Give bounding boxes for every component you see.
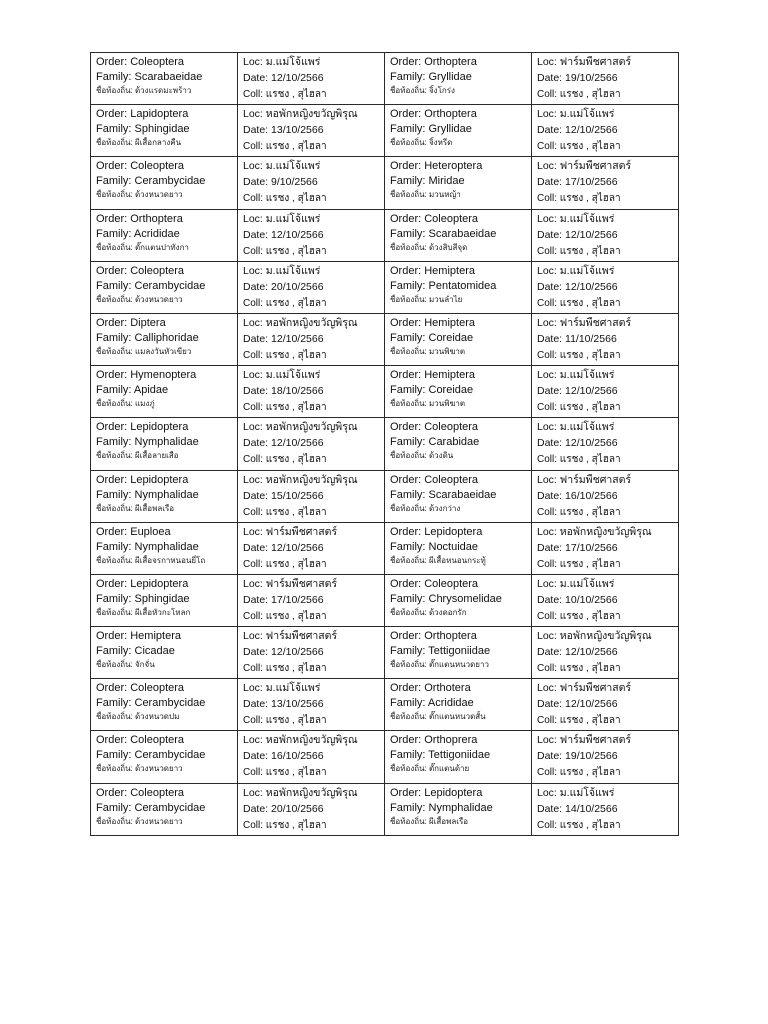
order-text: Order: Heteroptera	[390, 160, 483, 173]
location-text: Loc: หอพักหญิงขวัญพิรุณ	[243, 108, 358, 121]
local-name-text: ชื่อท้องถิ่น: แมงภู่	[96, 399, 155, 409]
taxonomy-cell	[91, 574, 238, 626]
taxonomy-cell	[385, 418, 532, 470]
local-name-text: ชื่อท้องถิ่น: จิ้งโกร่ง	[390, 86, 455, 95]
date-text: Date: 13/10/2566	[243, 698, 324, 711]
collection-cell	[532, 522, 679, 574]
family-text: Family: Sphingidae	[96, 592, 190, 605]
order-text: Order: Hemiptera	[96, 630, 181, 643]
date-text: Date: 12/10/2566	[537, 646, 618, 659]
taxonomy-cell	[385, 783, 532, 835]
local-name-text: ชื่อท้องถิ่น: ผีเสื้อหัวกะโหลก	[96, 607, 191, 617]
collector-text: Coll: แรชง , สุไฮลา	[537, 297, 621, 309]
local-name-text: ชื่อท้องถิ่น: แมลงวันหัวเขียว	[96, 346, 192, 356]
location-text: Loc: ม.แม่โจ้แพร่	[537, 369, 615, 382]
local-name-text: ชื่อท้องถิ่น: ด้วงหนวดปม	[96, 712, 180, 722]
date-text: Date: 17/10/2566	[537, 176, 618, 189]
date-text: Date: 12/10/2566	[537, 124, 618, 137]
collection-cell	[532, 366, 679, 418]
location-text: Loc: ม.แม่โจ้แพร่	[537, 577, 615, 590]
local-name-text: ชื่อท้องถิ่น: ด้วงหนวดยาว	[96, 764, 183, 774]
collector-text: Coll: แรชง , สุไฮลา	[537, 193, 621, 205]
order-text: Order: Lepidoptera	[96, 577, 189, 590]
date-text: Date: 12/10/2566	[243, 72, 324, 84]
taxonomy-cell	[385, 261, 532, 313]
date-text: Date: 12/10/2566	[243, 541, 324, 554]
local-name-text: ชื่อท้องถิ่น: จักจั่น	[96, 660, 155, 670]
collection-cell	[532, 209, 679, 261]
collection-cell	[532, 418, 679, 470]
family-text: Family: Cicadae	[96, 645, 175, 658]
collector-text: Coll: แรชง , สุไฮลา	[537, 663, 621, 675]
collector-text: Coll: แรชง , สุไฮลา	[243, 610, 327, 622]
label-rows	[91, 53, 679, 836]
collector-text: Coll: แรชง , สุไฮลา	[243, 715, 327, 727]
collector-text: Coll: แรชง , สุไฮลา	[243, 193, 327, 205]
taxonomy-cell	[385, 470, 532, 522]
collector-text: Coll: แรชง , สุไฮลา	[243, 663, 327, 675]
taxonomy-cell	[385, 53, 532, 105]
location-text: Loc: หอพักหญิงขวัญพิรุณ	[243, 421, 358, 434]
family-text: Family: Nymphalidae	[96, 436, 199, 449]
collector-text: Coll: แรชง , สุไฮลา	[537, 506, 621, 518]
order-text: Order: Coleoptera	[96, 682, 185, 695]
date-text: Date: 10/10/2566	[537, 593, 618, 606]
local-name-text: ชื่อท้องถิ่น: ตั๊กแตนด้าย	[390, 764, 470, 774]
location-text: Loc: ม.แม่โจ้แพร่	[243, 160, 321, 173]
family-text: Family: Calliphoridae	[96, 331, 199, 344]
taxonomy-cell	[385, 366, 532, 418]
order-text: Order: Hemiptera	[390, 316, 475, 329]
location-text: Loc: ม.แม่โจ้แพร่	[243, 682, 321, 695]
local-name-text: ชื่อท้องถิ่น: ตั๊กแตนหนวดสั้น	[390, 712, 486, 722]
taxonomy-cell	[91, 313, 238, 365]
label-row	[91, 105, 679, 157]
collection-cell	[238, 209, 385, 261]
location-text: Loc: ม.แม่โจ้แพร่	[537, 421, 615, 434]
order-text: Order: Coleoptera	[390, 212, 479, 225]
collection-cell	[532, 261, 679, 313]
location-text: Loc: ม.แม่โจ้แพร่	[537, 212, 615, 225]
order-text: Order: Coleoptera	[390, 473, 479, 486]
location-text: Loc: หอพักหญิงขวัญพิรุณ	[537, 630, 652, 643]
local-name-text: ชื่อท้องถิ่น: ด้วงดิน	[390, 451, 454, 461]
order-text: Order: Coleoptera	[96, 264, 185, 277]
order-text: Order: Orthoptera	[390, 630, 477, 643]
local-name-text: ชื่อท้องถิ่น: ผีเสื้อพลเรือ	[390, 816, 469, 826]
collection-cell	[532, 470, 679, 522]
collection-cell	[238, 157, 385, 209]
date-text: Date: 13/10/2566	[243, 124, 324, 137]
family-text: Family: Tettigoniidae	[390, 749, 491, 762]
location-text: Loc: ฟาร์มพืชศาสตร์	[537, 56, 632, 68]
date-text: Date: 14/10/2566	[537, 802, 618, 815]
location-text: Loc: ม.แม่โจ้แพร่	[243, 369, 321, 382]
location-text: Loc: ม.แม่โจ้แพร่	[537, 264, 615, 277]
location-text: Loc: ฟาร์มพืชศาสตร์	[537, 160, 632, 173]
collector-text: Coll: แรชง , สุไฮลา	[243, 402, 327, 414]
date-text: Date: 12/10/2566	[537, 385, 618, 398]
date-text: Date: 18/10/2566	[243, 385, 324, 398]
local-name-text: ชื่อท้องถิ่น: ผีเสื้อจรกาหนอนยี่โถ	[96, 555, 206, 565]
order-text: Order: Euploea	[96, 525, 171, 538]
collection-cell	[532, 731, 679, 783]
label-row	[91, 418, 679, 470]
family-text: Family: Nymphalidae	[96, 540, 199, 553]
collection-cell	[238, 53, 385, 105]
date-text: Date: 9/10/2566	[243, 176, 318, 189]
collector-text: Coll: แรชง , สุไฮลา	[243, 349, 327, 361]
family-text: Family: Cerambycidae	[96, 279, 206, 292]
family-text: Family: Gryllidae	[390, 123, 472, 136]
local-name-text: ชื่อท้องถิ่น: ตั๊กแตนหนวดยาว	[390, 660, 489, 670]
collector-text: Coll: แรชง , สุไฮลา	[243, 819, 327, 831]
location-text: Loc: ม.แม่โจ้แพร่	[243, 264, 321, 277]
local-name-text: ชื่อท้องถิ่น: ด้วงหนวดยาว	[96, 294, 183, 304]
collection-cell	[238, 366, 385, 418]
collector-text: Coll: แรชง , สุไฮลา	[243, 245, 327, 257]
location-text: Loc: ม.แม่โจ้แพร่	[537, 108, 615, 121]
local-name-text: ชื่อท้องถิ่น: ผีเสื้อกลางคืน	[96, 138, 182, 148]
local-name-text: ชื่อท้องถิ่น: จิ้งหรีด	[390, 138, 453, 148]
collection-cell	[532, 574, 679, 626]
location-text: Loc: ฟาร์มพืชศาสตร์	[537, 316, 632, 329]
date-text: Date: 12/10/2566	[537, 228, 618, 241]
taxonomy-cell	[91, 522, 238, 574]
local-name-text: ชื่อท้องถิ่น: ด้วงดอกรัก	[390, 607, 467, 617]
order-text: Order: Orthoprera	[390, 734, 478, 747]
order-text: Order: Lepidoptera	[390, 525, 483, 538]
local-name-text: ชื่อท้องถิ่น: ผีเสื้อหนอนกระทู้	[390, 555, 486, 565]
taxonomy-cell	[91, 105, 238, 157]
location-text: Loc: ฟาร์มพืชศาสตร์	[537, 734, 632, 747]
family-text: Family: Miridae	[390, 175, 465, 188]
taxonomy-cell	[385, 522, 532, 574]
order-text: Order: Orthoptera	[390, 56, 477, 68]
family-text: Family: Acrididae	[96, 227, 180, 240]
taxonomy-cell	[91, 627, 238, 679]
label-row	[91, 522, 679, 574]
collector-text: Coll: แรชง , สุไฮลา	[243, 297, 327, 309]
taxonomy-cell	[385, 157, 532, 209]
collector-text: Coll: แรชง , สุไฮลา	[537, 610, 621, 622]
location-text: Loc: หอพักหญิงขวัญพิรุณ	[243, 734, 358, 747]
label-row	[91, 470, 679, 522]
family-text: Family: Tettigoniidae	[390, 645, 491, 658]
family-text: Family: Cerambycidae	[96, 749, 206, 762]
label-row	[91, 731, 679, 783]
family-text: Family: Noctuidae	[390, 540, 479, 553]
collection-cell	[238, 261, 385, 313]
label-row	[91, 261, 679, 313]
local-name-text: ชื่อท้องถิ่น: ด้วงสิบสีจุด	[390, 242, 468, 252]
collection-cell	[238, 679, 385, 731]
order-text: Order: Coleoptera	[96, 160, 185, 173]
family-text: Family: Acrididae	[390, 697, 474, 710]
location-text: Loc: ฟาร์มพืชศาสตร์	[537, 682, 632, 695]
order-text: Order: Orthotera	[390, 682, 471, 695]
location-text: Loc: หอพักหญิงขวัญพิรุณ	[243, 473, 358, 486]
collection-cell	[238, 731, 385, 783]
order-text: Order: Coleoptera	[390, 421, 479, 434]
label-row	[91, 783, 679, 835]
local-name-text: ชื่อท้องถิ่น: ด้วงหนวดยาว	[96, 816, 183, 826]
family-text: Family: Sphingidae	[96, 123, 190, 136]
collection-cell	[238, 470, 385, 522]
location-text: Loc: ม.แม่โจ้แพร่	[537, 786, 615, 799]
collector-text: Coll: แรชง , สุไฮลา	[537, 141, 621, 153]
local-name-text: ชื่อท้องถิ่น: มวนหญ้า	[390, 190, 461, 200]
label-row	[91, 157, 679, 209]
collection-cell	[532, 679, 679, 731]
date-text: Date: 12/10/2566	[243, 332, 324, 345]
taxonomy-cell	[385, 105, 532, 157]
taxonomy-cell	[91, 470, 238, 522]
collector-text: Coll: แรชง , สุไฮลา	[537, 454, 621, 466]
taxonomy-cell	[385, 679, 532, 731]
collection-cell	[532, 157, 679, 209]
collection-cell	[532, 313, 679, 365]
date-text: Date: 15/10/2566	[243, 489, 324, 502]
collector-text: Coll: แรชง , สุไฮลา	[537, 245, 621, 257]
order-text: Order: Lepidoptera	[96, 473, 189, 486]
location-text: Loc: หอพักหญิงขวัญพิรุณ	[243, 316, 358, 329]
date-text: Date: 12/10/2566	[243, 646, 324, 659]
family-text: Family: Chrysomelidae	[390, 592, 502, 605]
local-name-text: ชื่อท้องถิ่น: มวนลำไย	[390, 294, 463, 304]
taxonomy-cell	[385, 209, 532, 261]
family-text: Family: Cerambycidae	[96, 697, 206, 710]
collection-cell	[238, 313, 385, 365]
collector-text: Coll: แรชง , สุไฮลา	[243, 558, 327, 570]
taxonomy-cell	[385, 627, 532, 679]
taxonomy-cell	[385, 313, 532, 365]
family-text: Family: Apidae	[96, 384, 169, 397]
location-text: Loc: หอพักหญิงขวัญพิรุณ	[243, 786, 358, 799]
location-text: Loc: ม.แม่โจ้แพร่	[243, 56, 321, 68]
taxonomy-cell	[385, 731, 532, 783]
family-text: Family: Coreidae	[390, 331, 474, 344]
local-name-text: ชื่อท้องถิ่น: ด้วงกว่าง	[390, 503, 461, 513]
family-text: Family: Cerambycidae	[96, 175, 206, 188]
collector-text: Coll: แรชง , สุไฮลา	[537, 558, 621, 570]
taxonomy-cell	[91, 783, 238, 835]
location-text: Loc: หอพักหญิงขวัญพิรุณ	[537, 525, 652, 538]
order-text: Order: Diptera	[96, 316, 166, 329]
collection-cell	[532, 53, 679, 105]
order-text: Order: Coleoptera	[390, 577, 479, 590]
location-text: Loc: ฟาร์มพืชศาสตร์	[537, 473, 632, 486]
taxonomy-cell	[91, 157, 238, 209]
collection-cell	[238, 105, 385, 157]
order-text: Order: Orthoptera	[390, 108, 477, 121]
order-text: Order: Lepidoptera	[96, 421, 189, 434]
collector-text: Coll: แรชง , สุไฮลา	[537, 819, 621, 831]
local-name-text: ชื่อท้องถิ่น: มวนพิฆาต	[390, 346, 466, 356]
location-text: Loc: ม.แม่โจ้แพร่	[243, 212, 321, 225]
date-text: Date: 16/10/2566	[243, 750, 324, 763]
family-text: Family: Scarabaeidae	[390, 488, 497, 501]
collection-cell	[532, 105, 679, 157]
taxonomy-cell	[91, 261, 238, 313]
label-row	[91, 53, 679, 105]
collection-cell	[532, 783, 679, 835]
taxonomy-cell	[91, 731, 238, 783]
collection-cell	[238, 783, 385, 835]
taxonomy-cell	[91, 53, 238, 105]
collector-text: Coll: แรชง , สุไฮลา	[243, 767, 327, 779]
local-name-text: ชื่อท้องถิ่น: ตั๊กแตนปาทังกา	[96, 242, 189, 252]
collector-text: Coll: แรชง , สุไฮลา	[537, 767, 621, 779]
family-text: Family: Scarabaeidae	[96, 71, 203, 83]
date-text: Date: 12/10/2566	[537, 437, 618, 450]
collection-cell	[532, 627, 679, 679]
location-text: Loc: ฟาร์มพืชศาสตร์	[243, 525, 338, 538]
collector-text: Coll: แรชง , สุไฮลา	[537, 89, 621, 100]
date-text: Date: 19/10/2566	[537, 72, 618, 84]
label-row	[91, 366, 679, 418]
label-row	[91, 679, 679, 731]
local-name-text: ชื่อท้องถิ่น: ผีเสื้อลายเสือ	[96, 451, 179, 461]
family-text: Family: Scarabaeidae	[390, 227, 497, 240]
date-text: Date: 19/10/2566	[537, 750, 618, 763]
date-text: Date: 12/10/2566	[537, 280, 618, 293]
taxonomy-cell	[91, 209, 238, 261]
date-text: Date: 12/10/2566	[243, 228, 324, 241]
date-text: Date: 17/10/2566	[537, 541, 618, 554]
order-text: Order: Lapidoptera	[96, 108, 189, 121]
order-text: Order: Coleoptera	[96, 734, 185, 747]
collection-cell	[238, 627, 385, 679]
date-text: Date: 20/10/2566	[243, 802, 324, 815]
collector-text: Coll: แรชง , สุไฮลา	[243, 454, 327, 466]
taxonomy-cell	[91, 679, 238, 731]
local-name-text: ชื่อท้องถิ่น: ผีเสื้อพลเรือ	[96, 503, 175, 513]
collector-text: Coll: แรชง , สุไฮลา	[243, 506, 327, 518]
family-text: Family: Coreidae	[390, 384, 474, 397]
label-row	[91, 313, 679, 365]
taxonomy-cell	[385, 574, 532, 626]
family-text: Family: Pentatomidea	[390, 279, 497, 292]
family-text: Family: Cerambycidae	[96, 801, 206, 814]
order-text: Order: Hemiptera	[390, 369, 475, 382]
order-text: Order: Hemiptera	[390, 264, 475, 277]
collector-text: Coll: แรชง , สุไฮลา	[243, 141, 327, 153]
label-row	[91, 574, 679, 626]
local-name-text: ชื่อท้องถิ่น: ด้วงแรดมะพร้าว	[96, 86, 192, 95]
family-text: Family: Gryllidae	[390, 71, 472, 83]
collection-cell	[238, 522, 385, 574]
order-text: Order: Lepidoptera	[390, 786, 483, 799]
date-text: Date: 16/10/2566	[537, 489, 618, 502]
collector-text: Coll: แรชง , สุไฮลา	[537, 349, 621, 361]
order-text: Order: Hymenoptera	[96, 369, 197, 382]
date-text: Date: 20/10/2566	[243, 280, 324, 293]
date-text: Date: 12/10/2566	[243, 437, 324, 450]
date-text: Date: 17/10/2566	[243, 593, 324, 606]
order-text: Order: Orthoptera	[96, 212, 183, 225]
label-row	[91, 209, 679, 261]
local-name-text: ชื่อท้องถิ่น: ด้วงหนวดยาว	[96, 190, 183, 200]
collector-text: Coll: แรชง , สุไฮลา	[243, 89, 327, 100]
specimen-label-sheet	[90, 52, 679, 836]
taxonomy-cell	[91, 418, 238, 470]
location-text: Loc: ฟาร์มพืชศาสตร์	[243, 577, 338, 590]
date-text: Date: 12/10/2566	[537, 698, 618, 711]
family-text: Family: Nymphalidae	[96, 488, 199, 501]
label-row	[91, 627, 679, 679]
collection-cell	[238, 418, 385, 470]
order-text: Order: Coleoptera	[96, 786, 185, 799]
family-text: Family: Nymphalidae	[390, 801, 493, 814]
family-text: Family: Carabidae	[390, 436, 480, 449]
order-text: Order: Coleoptera	[96, 56, 185, 68]
collector-text: Coll: แรชง , สุไฮลา	[537, 715, 621, 727]
collection-cell	[238, 574, 385, 626]
location-text: Loc: ฟาร์มพืชศาสตร์	[243, 630, 338, 643]
date-text: Date: 11/10/2566	[537, 332, 617, 345]
local-name-text: ชื่อท้องถิ่น: มวนพิฆาต	[390, 399, 466, 409]
collector-text: Coll: แรชง , สุไฮลา	[537, 402, 621, 414]
taxonomy-cell	[91, 366, 238, 418]
